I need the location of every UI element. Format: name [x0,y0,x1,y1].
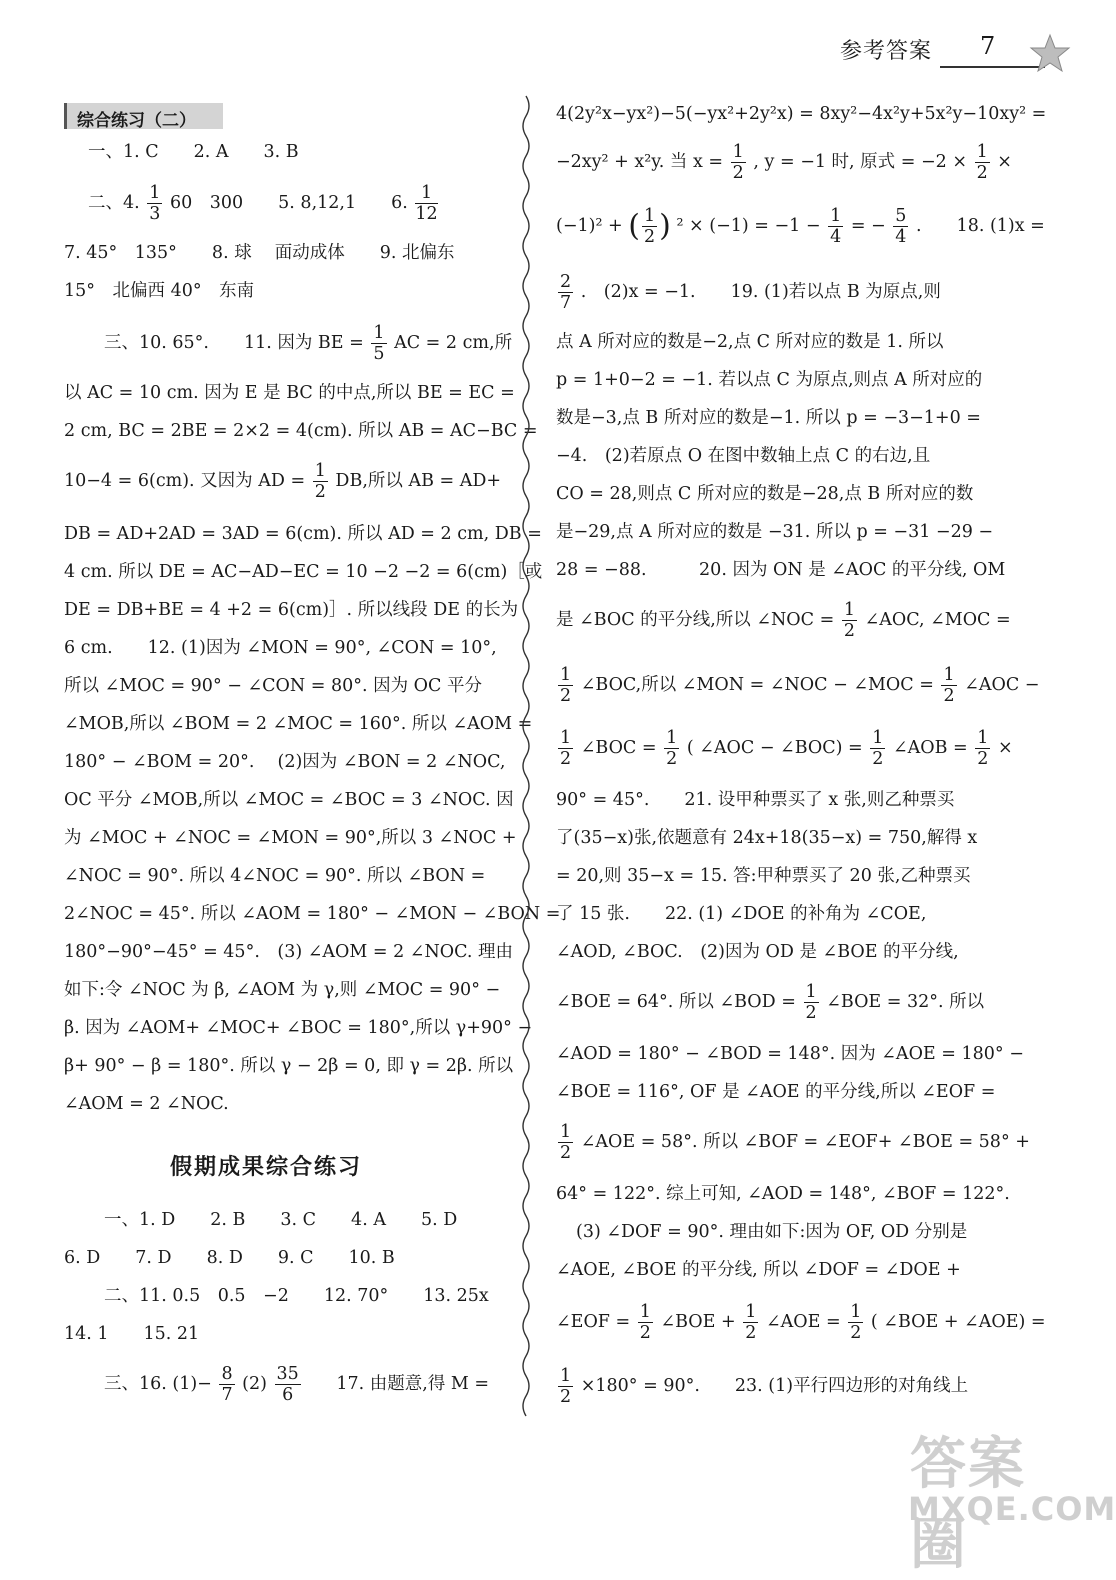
answer-line: 三、16. (1)− $\frac{8}{7}$ (2) $\frac{35}{6}$ 17. 由题意,得 M = [104,1364,490,1406]
fraction: $\frac{1}{2}$ [732,142,744,184]
answer-line: 180°−90°−45° = 45°. (3) ∠AOM = 2 ∠NOC. 理由 [64,942,514,962]
answer-line: ∠AOD = 180° − ∠BOD = 148°. 因为 ∠AOE = 180° − [556,1044,1024,1064]
answer-line: (3) ∠DOF = 90°. 理由如下:因为 OF, OD 分别是 [576,1222,968,1242]
answer-line: ∠AOM = 2 ∠NOC. [64,1094,229,1114]
answer-line: DB = AD+2AD = 3AD = 6(cm). 所以 AD = 2 cm, DB = [64,524,542,544]
fraction: $\frac{1}{2}$ [666,728,678,770]
answer-line: ∠EOF = $\frac{1}{2}$ ∠BOE + $\frac{1}{2}$ ∠AOE = $\frac{1}{2}$ ( ∠BOE + ∠AOE) = [556,1302,1046,1344]
fraction: $\frac{1}{2}$ [843,600,855,642]
fraction: $\frac{8}{7}$ [221,1364,233,1406]
answer-line: −2xy² + x²y. 当 x = $\frac{1}{2}$ , y = −1 时, 原式 = −2 × $\frac{1}{2}$ × [556,142,1012,184]
section-title-tag [64,103,223,129]
fraction: $\frac{1}{2}$ [850,1302,862,1344]
fraction: $\frac{1}{2}$ [943,665,955,707]
fraction: $\frac{1}{5}$ [373,323,385,365]
section-heading: 假期成果综合练习 [170,1155,363,1180]
fraction: $\frac{1}{2}$ [745,1302,757,1344]
answer-line: 6. D 7. D 8. D 9. C 10. B [64,1248,395,1268]
answer-line: 7. 45° 135° 8. 球 面动成体 9. 北偏东 [64,243,455,263]
answer-line: 180° − ∠BOM = 20°. (2)因为 ∠BON = 2 ∠NOC, [64,752,506,772]
fraction: $\frac{2}{7}$ [560,272,572,314]
answer-line: 90° = 45°. 21. 设甲种票买了 x 张,则乙种票买 [556,790,955,810]
column-divider [518,96,534,1416]
answer-line: 是−29,点 A 所对应的数是 −31. 所以 p = −31 −29 − [556,522,994,542]
page-header [840,30,1070,80]
answer-line: ∠BOE = 116°, OF 是 ∠AOE 的平分线,所以 ∠EOF = [556,1082,996,1102]
answer-line: ∠BOE = 64°. 所以 ∠BOD = $\frac{1}{2}$ ∠BOE = 32°. 所以 [556,982,985,1024]
answer-line: OC 平分 ∠MOB,所以 ∠MOC = ∠BOC = 3 ∠NOC. 因 [64,790,514,810]
fraction: $\frac{1}{2}$ [560,1366,572,1408]
answer-line: $\frac{2}{7}$ . (2)x = −1. 19. (1)若以点 B 为原点,则 [560,272,941,314]
answer-line: 二、4. $\frac{1}{3}$ 60 300 5. 8,12,1 6. $\frac{1}{12}$ [88,183,438,225]
answer-line: −4. (2)若原点 O 在图中数轴上点 C 的右边,且 [556,446,931,466]
answer-line: 64° = 122°. 综上可知, ∠AOD = 148°, ∠BOF = 122°. [556,1184,1010,1204]
answer-line: ∠AOD, ∠BOC. (2)因为 OD 是 ∠BOE 的平分线, [556,942,959,962]
answer-line: 4(2y²x−yx²)−5(−yx²+2y²x) = 8xy²−4x²y+5x²y−10xy² = [556,104,1047,124]
answer-line: 以 AC = 10 cm. 因为 E 是 BC 的中点,所以 BE = EC = [64,383,515,403]
section-title: 综合练习（二） [77,111,196,131]
answer-line: $\frac{1}{2}$ ∠BOC = $\frac{1}{2}$ ( ∠AOC − ∠BOC) = $\frac{1}{2}$ ∠AOB = $\frac{1}{2}$ × [560,728,1013,770]
answer-line: 了 15 张. 22. (1) ∠DOE 的补角为 ∠COE, [556,904,927,924]
answer-line: (−1)² + ( $\frac{1}{2}$ ) ² × (−1) = −1 − $\frac{1}{4}$ = − $\frac{5}{4}$ . 18. (1)x = [556,206,1045,248]
answer-line: 一、1. C 2. A 3. B [88,142,299,162]
answer-line: CO = 28,则点 C 所对应的数是−28,点 B 所对应的数 [556,484,974,504]
answer-line: 二、11. 0.5 0.5 −2 12. 70° 13. 25x [104,1286,489,1306]
answer-line: 4 cm. 所以 DE = AC−AD−EC = 10 −2 −2 = 6(cm)［或 [64,562,543,582]
answer-line: $\frac{1}{2}$ ×180° = 90°. 23. (1)平行四边形的对角线上 [560,1366,969,1408]
fraction: $\frac{1}{2}$ [314,461,326,503]
answer-line: DE = DB+BE = 4 +2 = 6(cm)］. 所以线段 DE 的长为 [64,600,519,620]
watermark-text: 答案圈 [910,1432,1026,1577]
answer-line: β. 因为 ∠AOM+ ∠MOC+ ∠BOC = 180°,所以 γ+90° − [64,1018,533,1038]
fraction: $\frac{1}{2}$ [560,665,572,707]
answer-line: 6 cm. 12. (1)因为 ∠MON = 90°, ∠CON = 10°, [64,638,497,658]
fraction: $\frac{35}{6}$ [276,1364,299,1406]
fraction: $\frac{1}{2}$ [977,728,989,770]
answer-line: 所以 ∠MOC = 90° − ∠CON = 80°. 因为 OC 平分 [64,676,482,696]
fraction: $\frac{1}{2}$ [639,1302,651,1344]
answer-line: 2 cm, BC = 2BE = 2×2 = 4(cm). 所以 AB = AC−BC = [64,421,538,441]
fraction: $\frac{1}{2}$ [644,206,656,248]
answer-line: β+ 90° − β = 180°. 所以 γ − 2β = 0, 即 γ = 2β. 所以 [64,1056,514,1076]
fraction: $\frac{1}{2}$ [976,142,988,184]
answer-line: 28 = −88. 20. 因为 ON 是 ∠AOC 的平分线, OM [556,560,1006,580]
answer-line: 一、1. D 2. B 3. C 4. A 5. D [104,1210,458,1230]
fraction: $\frac{1}{2}$ [872,728,884,770]
answer-line: 2∠NOC = 45°. 所以 ∠AOM = 180° − ∠MON − ∠BON = [64,904,561,924]
answer-line: 点 A 所对应的数是−2,点 C 所对应的数是 1. 所以 [556,332,944,352]
answer-line: 是 ∠BOC 的平分线,所以 ∠NOC = $\frac{1}{2}$ ∠AOC, ∠MOC = [556,600,1011,642]
answer-line: 10−4 = 6(cm). 又因为 AD = $\frac{1}{2}$ DB,所以 AB = AD+ [64,461,502,503]
answer-line: $\frac{1}{2}$ ∠BOC,所以 ∠MON = ∠NOC − ∠MOC = $\frac{1}{2}$ ∠AOC − [560,665,1040,707]
answer-line: p = 1+0−2 = −1. 若以点 C 为原点,则点 A 所对应的 [556,370,983,390]
fraction: $\frac{1}{2}$ [805,982,817,1024]
star-icon [1028,32,1072,76]
answer-line: 15° 北偏西 40° 东南 [64,281,255,301]
fraction: $\frac{1}{4}$ [830,206,842,248]
answer-line: 为 ∠MOC + ∠NOC = ∠MON = 90°,所以 3 ∠NOC + [64,828,517,848]
watermark-url: MXQE.COM [908,1490,1116,1528]
answer-line: 14. 1 15. 21 [64,1324,200,1344]
answer-line: $\frac{1}{2}$ ∠AOE = 58°. 所以 ∠BOF = ∠EOF+ ∠BOE = 58° + [560,1122,1030,1164]
fraction: $\frac{1}{2}$ [560,728,572,770]
fraction: $\frac{1}{12}$ [415,183,438,225]
page-number: 7 [980,32,996,60]
header-title: 参考答案 [840,39,933,64]
answer-line: 如下:令 ∠NOC 为 β, ∠AOM 为 γ,则 ∠MOC = 90° − [64,980,501,1000]
answer-line: ∠AOE, ∠BOE 的平分线, 所以 ∠DOF = ∠DOE + [556,1260,961,1280]
watermark-logo [900,1420,1116,1577]
fraction: $\frac{1}{3}$ [149,183,161,225]
answer-line: 了(35−x)张,依题意有 24x+18(35−x) = 750,解得 x [556,828,978,848]
answer-line: = 20,则 35−x = 15. 答:甲种票买了 20 张,乙种票买 [556,866,971,886]
fraction: $\frac{1}{2}$ [560,1122,572,1164]
answer-line: ∠NOC = 90°. 所以 4∠NOC = 90°. 所以 ∠BON = [64,866,486,886]
answer-line: ∠MOB,所以 ∠BOM = 2 ∠MOC = 160°. 所以 ∠AOM = [64,714,533,734]
answer-line: 数是−3,点 B 所对应的数是−1. 所以 p = −3−1+0 = [556,408,981,428]
fraction: $\frac{5}{4}$ [895,206,907,248]
answer-line: 三、10. 65°. 11. 因为 BE = $\frac{1}{5}$ AC = 2 cm,所 [104,323,513,365]
